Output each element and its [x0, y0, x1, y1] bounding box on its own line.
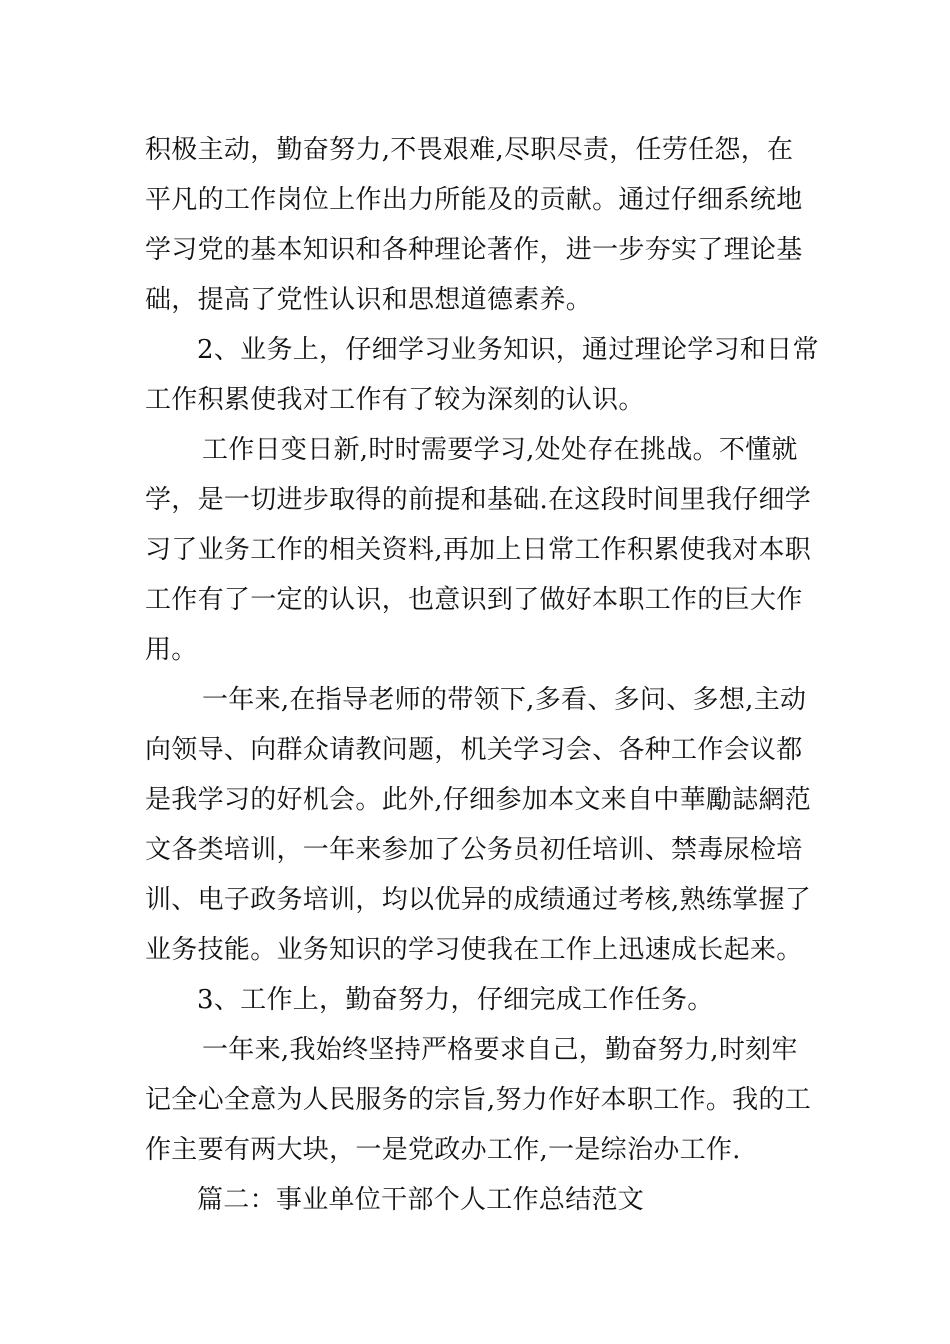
- text-line: 础，提高了党性认识和思想道德素养。: [145, 285, 593, 315]
- chapter-title: 篇二：事业单位干部个人工作总结范文: [197, 1185, 645, 1215]
- text-line: 学，是一切进步取得的前提和基础.在这段时间里我仔细学: [145, 485, 812, 515]
- text-line: 工作日变日新,时时需要学习,处处存在挑战。不懂就: [202, 435, 798, 465]
- text-line: 平凡的工作岗位上作出力所能及的贡献。通过仔细系统地: [145, 185, 803, 215]
- text-line: 记全心全意为人民服务的宗旨,努力作好本职工作。我的工: [145, 1085, 812, 1115]
- text-line: 训、电子政务培训，均以优异的成绩通过考核,熟练掌握了: [145, 885, 812, 915]
- text-line: 工作有了一定的认识，也意识到了做好本职工作的巨大作: [145, 585, 803, 615]
- section-heading: 2、业务上，仔细学习业务知识，通过理论学习和日常: [197, 335, 819, 365]
- text-line: 业务技能。业务知识的学习使我在工作上迅速成长起来。: [145, 935, 803, 965]
- text-line: 向领导、向群众请教问题，机关学习会、各种工作会议都: [145, 735, 803, 765]
- text-line: 文各类培训，一年来参加了公务员初任培训、禁毒尿检培: [145, 835, 803, 865]
- text-line: 用。: [145, 635, 198, 665]
- text-line: 工作积累使我对工作有了较为深刻的认识。: [145, 385, 645, 415]
- text-line: 一年来,我始终坚持严格要求自己，勤奋努力,时刻牢: [202, 1035, 798, 1065]
- text-line: 学习党的基本知识和各种理论著作，进一步夯实了理论基: [145, 235, 803, 265]
- section-heading: 3、工作上，勤奋努力，仔细完成工作任务。: [197, 985, 714, 1015]
- text-line: 积极主动，勤奋努力,不畏艰难,尽职尽责，任劳任怨，在: [145, 135, 794, 165]
- text-line: 是我学习的好机会。此外,仔细参加本文来自中華勵誌網范: [145, 785, 812, 815]
- text-line: 一年来,在指导老师的带领下,多看、多问、多想,主动: [202, 685, 807, 715]
- text-line: 习了业务工作的相关资料,再加上日常工作积累使我对本职: [145, 535, 812, 565]
- text-line: 作主要有两大块，一是党政办工作,一是综治办工作.: [145, 1135, 741, 1165]
